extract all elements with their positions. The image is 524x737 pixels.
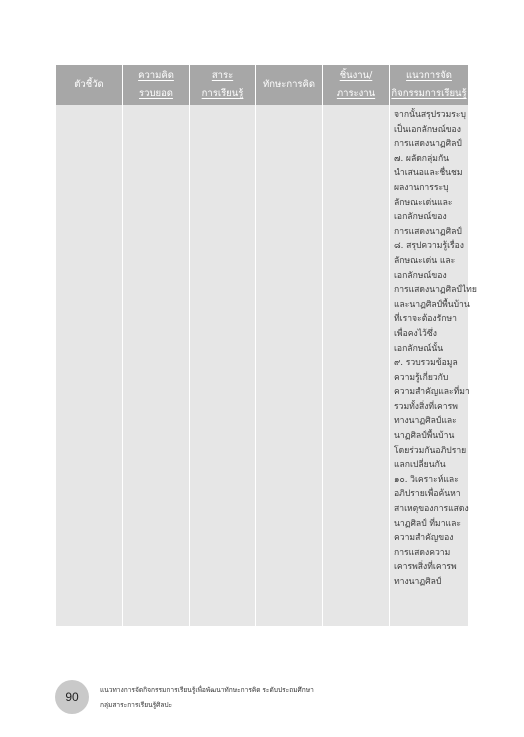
column-divider: [122, 65, 123, 626]
header-text: ตัวชี้วัด: [74, 79, 104, 90]
activity-line: ลักษณะเด่น และ: [394, 255, 456, 266]
activity-line: เป็นเอกลักษณ์ของ: [394, 124, 461, 135]
activity-line: การแสดงนาฏศิลป์: [394, 139, 462, 150]
header-content: [190, 65, 255, 105]
activity-line: ผลงานการระบุ: [394, 182, 449, 193]
header-text: ภาระงาน: [336, 88, 376, 99]
activity-line: จากนั้นสรุปรวมระบุ: [394, 110, 466, 120]
activity-line: ความรู้เกี่ยวกับ: [394, 372, 449, 383]
activity-line: ทางนาฏศิลป์และ: [394, 416, 457, 427]
activity-line: ๙. รวบรวมข้อมูล: [394, 358, 458, 369]
table-header: [56, 65, 468, 105]
activity-line: เอกลักษณ์ของ: [394, 270, 447, 281]
activity-line: ความสำคัญและที่มา: [394, 387, 470, 398]
activity-line: ๘. สรุปความรู้เรื่อง: [394, 241, 465, 252]
header-text: ทักษะการคิด: [262, 79, 316, 90]
activity-cell: [394, 108, 477, 590]
header-concept: [123, 65, 189, 105]
activity-line: ๗. ผลัดกลุ่มกัน: [394, 153, 450, 164]
activity-line: ทางนาฏศิลป์: [394, 577, 442, 587]
activity-line: เอกลักษณ์นั้น: [394, 343, 444, 354]
activity-line: ลักษณะเด่นและ: [394, 197, 453, 208]
activity-line: นำเสนอและชื่นชม: [394, 168, 463, 179]
column-divider: [189, 65, 190, 626]
curriculum-table: [56, 65, 477, 626]
activity-line: สาเหตุของการแสดง: [394, 504, 469, 515]
header-activity: [390, 65, 468, 105]
activity-line: การแสดงนาฏศิลป์ไทย: [394, 285, 477, 296]
header-text: สาระ: [211, 70, 234, 81]
activity-line: เพื่อคงไว้ซึ่ง: [394, 328, 437, 339]
activity-line: แลกเปลี่ยนกัน: [394, 460, 446, 471]
header-text: รวบยอด: [139, 88, 173, 99]
activity-line: ๑๐. วิเคราะห์และ: [394, 474, 459, 485]
activity-line: การแสดงความ: [394, 547, 451, 558]
activity-line: เอกลักษณ์ของ: [394, 212, 447, 223]
activity-line: อภิปรายเพื่อค้นหา: [394, 489, 461, 500]
activity-line: นาฏศิลป์พื้นบ้าน: [394, 431, 455, 442]
activity-line: และนาฏศิลป์พื้นบ้าน: [394, 299, 470, 310]
column-divider: [255, 65, 256, 626]
header-text: การเรียนรู้: [201, 88, 244, 99]
column-divider: [389, 65, 390, 626]
footer-title: แนวทางการจัดกิจกรรมการเรียนรู้เพื่อพัฒนาทักษะการคิด ระดับประถมศึกษา: [100, 687, 314, 694]
header-indicator: [56, 65, 122, 105]
header-text: แนวการจัด: [406, 70, 452, 81]
page-number: 90: [65, 690, 79, 704]
header-text: ความคิด: [138, 70, 174, 81]
column-divider: [322, 65, 323, 626]
header-text: ชิ้นงาน/: [339, 70, 373, 81]
activity-line: ที่เราจะต้องรักษา: [394, 314, 457, 325]
page-number-badge: [55, 680, 89, 714]
activity-line: โดยร่วมกันอภิปราย: [394, 445, 467, 456]
activity-line: นาฏศิลป์ ที่มาและ: [394, 518, 461, 529]
header-work: [323, 65, 389, 105]
header-text: กิจกรรมการเรียนรู้: [391, 88, 467, 99]
activity-line: เคารพสิ่งที่เคารพ: [394, 562, 457, 573]
activity-line: ความสำคัญของ: [394, 533, 454, 544]
activity-line: รวมทั้งสิ่งที่เคารพ: [394, 401, 458, 412]
footer-subtitle: กลุ่มสาระการเรียนรู้ศิลปะ: [100, 702, 173, 709]
header-thinking-skill: [256, 65, 322, 105]
activity-line: การแสดงนาฏศิลป์: [394, 226, 462, 237]
